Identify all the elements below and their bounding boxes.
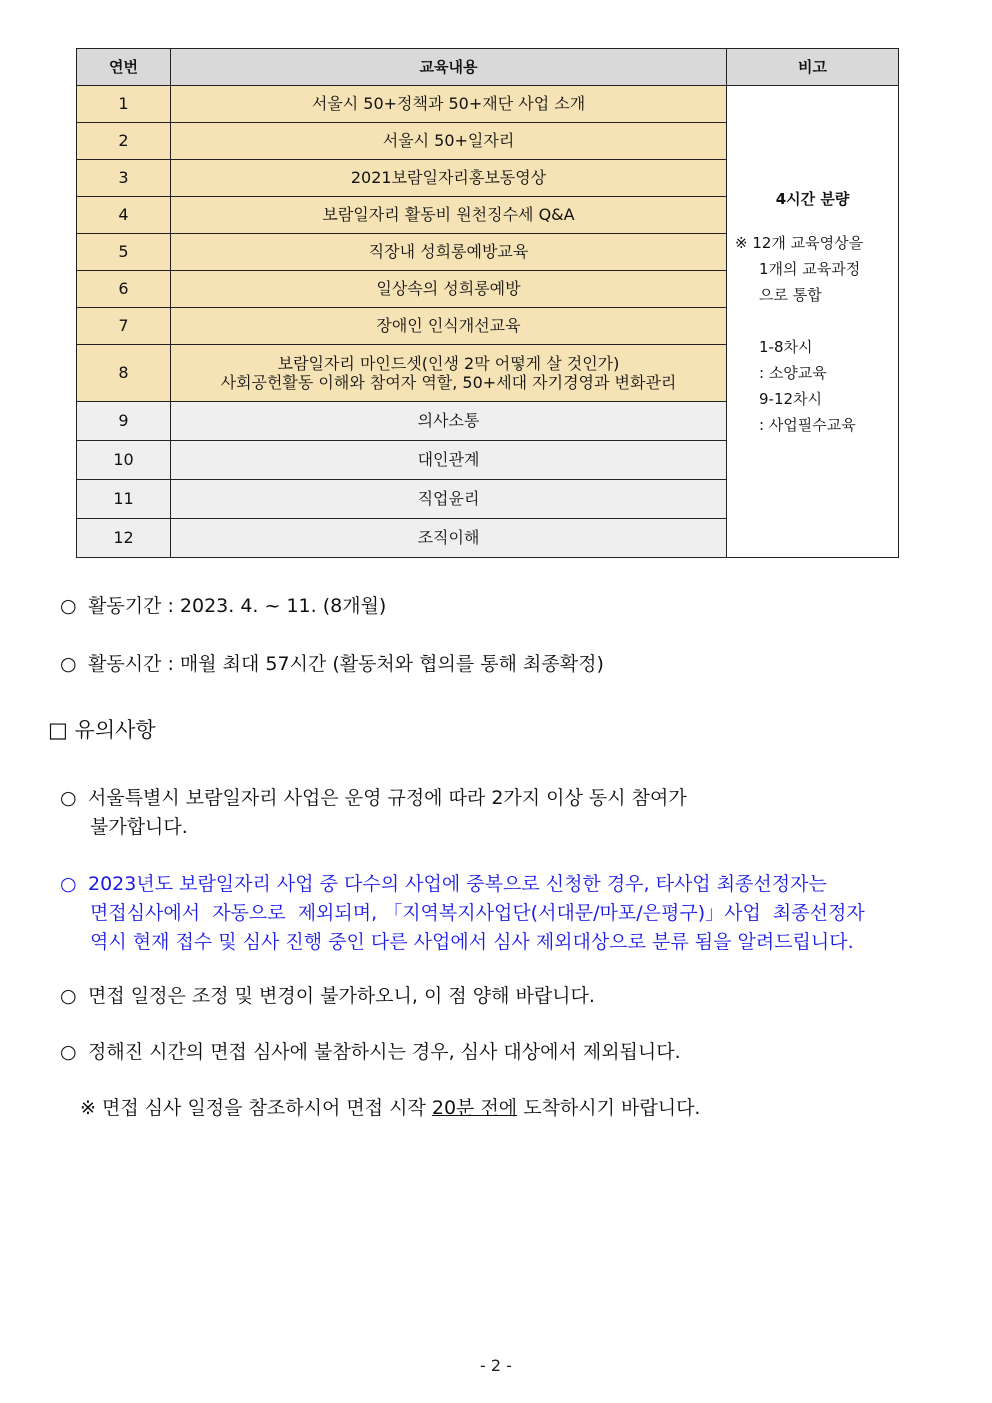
row-number: 4 — [77, 197, 171, 234]
row-number: 10 — [77, 441, 171, 480]
row-number: 9 — [77, 402, 171, 441]
row-content: 직업윤리 — [171, 480, 727, 519]
row-number: 6 — [77, 271, 171, 308]
circle-bullet-icon: ○ — [60, 787, 77, 809]
circle-bullet-icon: ○ — [60, 873, 77, 895]
row-number: 11 — [77, 480, 171, 519]
page-number: - 2 - — [480, 1356, 512, 1375]
circle-bullet-icon: ○ — [60, 985, 77, 1007]
row-content-line: 사회공헌활동 이해와 참여자 역할, 50+세대 자기경영과 변화관리 — [220, 373, 677, 392]
row-content: 일상속의 성희롱예방 — [171, 271, 727, 308]
notice-heading — [48, 716, 156, 745]
row-content: 서울시 50+일자리 — [171, 123, 727, 160]
row-content: 서울시 50+정책과 50+재단 사업 소개 — [171, 86, 727, 123]
header-content: 교육내용 — [171, 49, 727, 86]
underlined-time: 20분 전에 — [431, 1097, 518, 1119]
arrival-remark: ※ 면접 심사 일정을 참조하시어 면접 시작 20분 전에 도착하시기 바랍니다. — [80, 1097, 701, 1119]
note-cell — [727, 86, 899, 558]
row-number: 7 — [77, 308, 171, 345]
row-content: 조직이해 — [171, 519, 727, 558]
notice-item: ○ 서울특별시 보람일자리 사업은 운영 규정에 따라 2가지 이상 동시 참여가 불가합니다. — [60, 784, 687, 842]
row-number: 8 — [77, 345, 171, 402]
activity-hours: ○ 활동시간 : 매월 최대 57시간 (활동처와 협의를 통해 최종확정) — [60, 650, 604, 679]
row-number: 1 — [77, 86, 171, 123]
table-row — [77, 86, 899, 123]
note-title: 4시간 분량 — [775, 190, 850, 208]
row-content: 대인관계 — [171, 441, 727, 480]
note-text: 1-8차시 — [759, 338, 813, 356]
row-content: 의사소통 — [171, 402, 727, 441]
row-number: 5 — [77, 234, 171, 271]
note-text: : 사업필수교육 — [759, 416, 856, 434]
header-note: 비고 — [727, 49, 899, 86]
circle-bullet-icon: ○ — [60, 653, 77, 675]
note-text: 으로 통합 — [759, 286, 822, 304]
row-number: 3 — [77, 160, 171, 197]
square-bullet-icon: □ — [48, 718, 68, 742]
note-text: ※ 12개 교육영상을 — [735, 234, 864, 252]
education-table — [76, 48, 899, 558]
row-content: 2021보람일자리홍보동영상 — [171, 160, 727, 197]
notice-item: ○ 정해진 시간의 면접 심사에 불참하시는 경우, 심사 대상에서 제외됩니다. — [60, 1038, 681, 1067]
row-content — [171, 345, 727, 402]
row-number: 12 — [77, 519, 171, 558]
notice-item-highlight: ○ 2023년도 보람일자리 사업 중 다수의 사업에 중복으로 신청한 경우, 타사업 최종선정자는 면접심사에서 자동으로 제외되며, 「지역복지사업단(서대문/마포/은평구)」사업 최종선정자 역시 현재 접수 및 심사 진행 중인 다른 사업에서 심사 제외대상으로 분류 됨을 알려드립니다. — [60, 870, 865, 957]
row-content-line: 보람일자리 마인드셋(인생 2막 어떻게 살 것인가) — [277, 353, 620, 373]
row-content: 장애인 인식개선교육 — [171, 308, 727, 345]
notice-item: ○ 면접 일정은 조정 및 변경이 불가하오니, 이 점 양해 바랍니다. — [60, 982, 595, 1011]
note-text: 1개의 교육과정 — [759, 260, 861, 278]
row-content: 보람일자리 활동비 원천징수세 Q&A — [171, 197, 727, 234]
note-text: 9-12차시 — [759, 390, 823, 408]
row-content: 직장내 성희롱예방교육 — [171, 234, 727, 271]
circle-bullet-icon: ○ — [60, 595, 77, 617]
section-title: 유의사항 — [74, 718, 156, 742]
circle-bullet-icon: ○ — [60, 1041, 77, 1063]
note-text: : 소양교육 — [759, 364, 827, 382]
activity-period: ○ 활동기간 : 2023. 4. ~ 11. (8개월) — [60, 592, 386, 621]
row-number: 2 — [77, 123, 171, 160]
header-number: 연번 — [77, 49, 171, 86]
